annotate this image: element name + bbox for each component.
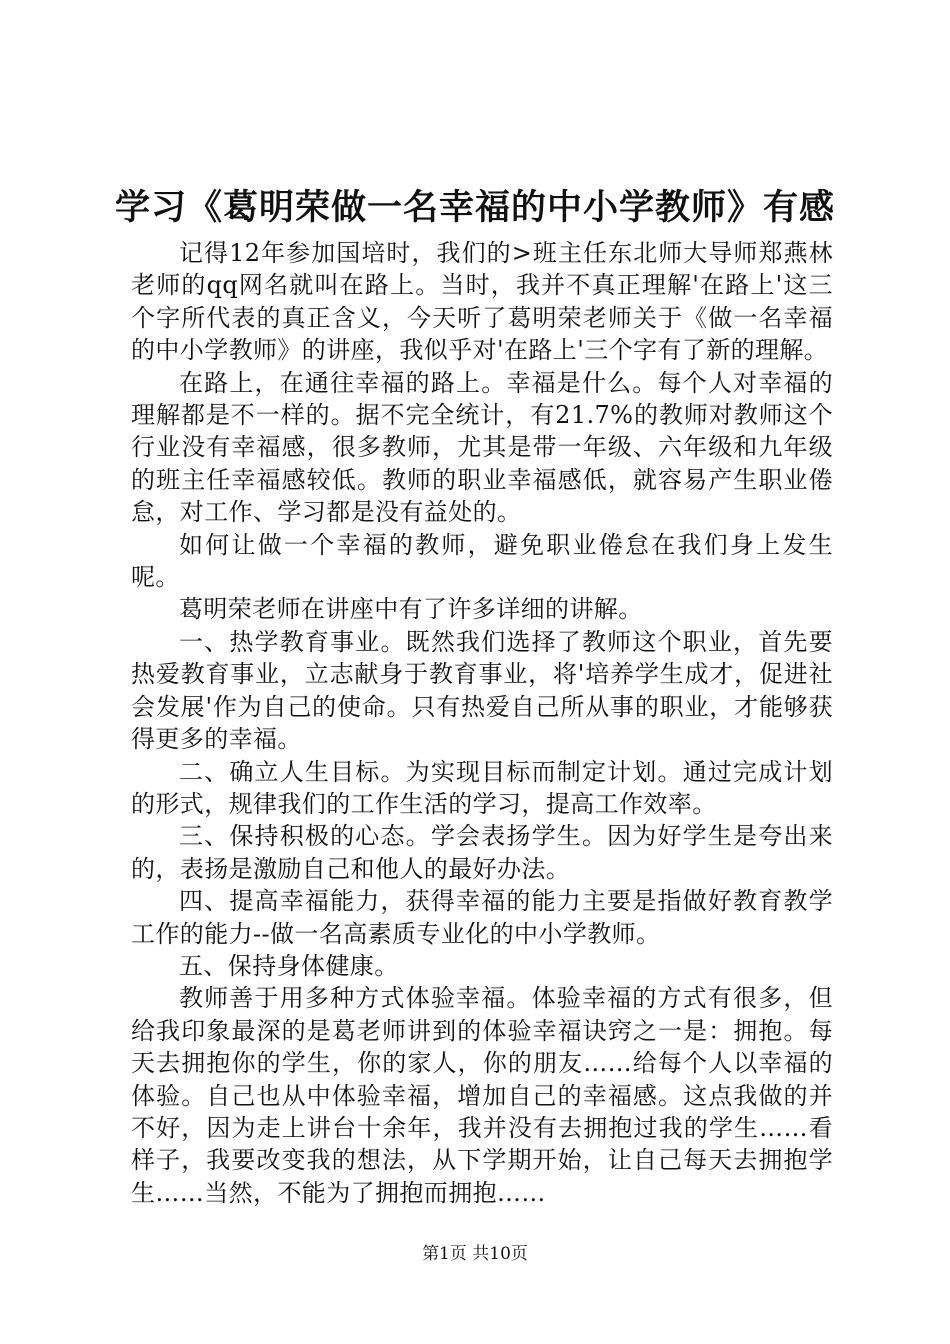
paragraph-9: 五、保持身体健康。 — [179, 951, 399, 980]
paragraph-5: 一、热学教育事业。既然我们选择了教师这个职业，首先要热爱教育事业，立志献身于教育事业，将'培养学生成才，促进社会发展'作为自己的使命。只有热爱自己所从事的职业，才能够获得更多的幸福。 — [131, 627, 833, 754]
document-body — [131, 237, 833, 1209]
document-title: 学习《葛明荣做一名幸福的中小学教师》有感 — [114, 188, 835, 228]
paragraph-3: 如何让做一个幸福的教师，避免职业倦怠在我们身上发生呢。 — [131, 530, 833, 592]
paragraph-8: 四、提高幸福能力，获得幸福的能力主要是指做好教育教学工作的能力--做一名高素质专业化的中小学教师。 — [131, 887, 833, 948]
paragraph-6: 二、确立人生目标。为实现目标而制定计划。通过完成计划的形式，规律我们的工作生活的学习，提高工作效率。 — [131, 757, 833, 818]
paragraph-4: 葛明荣老师在讲座中有了许多详细的讲解。 — [179, 595, 643, 624]
paragraph-10: 教师善于用多种方式体验幸福。体验幸福的方式有很多，但给我印象最深的是葛老师讲到的体验幸福诀窍之一是：拥抱。每天去拥抱你的学生，你的家人，你的朋友……给每个人以幸福的体验。自己也从中体验幸福，增加自己的幸福感。这点我做的并不好，因为走上讲台十余年，我并没有去拥抱过我的学生……看样子，我要改变我的想法，从下学期开始，让自己每天去拥抱学生……当然，不能为了拥抱而拥抱…… — [131, 984, 833, 1207]
paragraph-2: 在路上，在通往幸福的路上。幸福是什么。每个人对幸福的理解都是不一样的。据不完全统计，有21.7%的教师对教师这个行业没有幸福感，很多教师，尤其是带一年级、六年级和九年级的班主任幸福感较低。教师的职业幸福感低，就容易产生职业倦怠，对工作、学习都是没有益处的。 — [131, 368, 833, 527]
page-number-footer: 第1页 共10页 — [422, 1244, 528, 1264]
paragraph-7: 三、保持积极的心态。学会表扬学生。因为好学生是夸出来的，表扬是激励自己和他人的最好办法。 — [131, 822, 833, 883]
paragraph-1: 记得12年参加国培时，我们的>班主任东北师大导师郑燕林老师的qq网名就叫在路上。当时，我并不真正理解'在路上'这三个字所代表的真正含义，今天听了葛明荣老师关于《做一名幸福的中小学教师》的讲座，我似乎对'在路上'三个字有了新的理解。 — [131, 239, 833, 365]
